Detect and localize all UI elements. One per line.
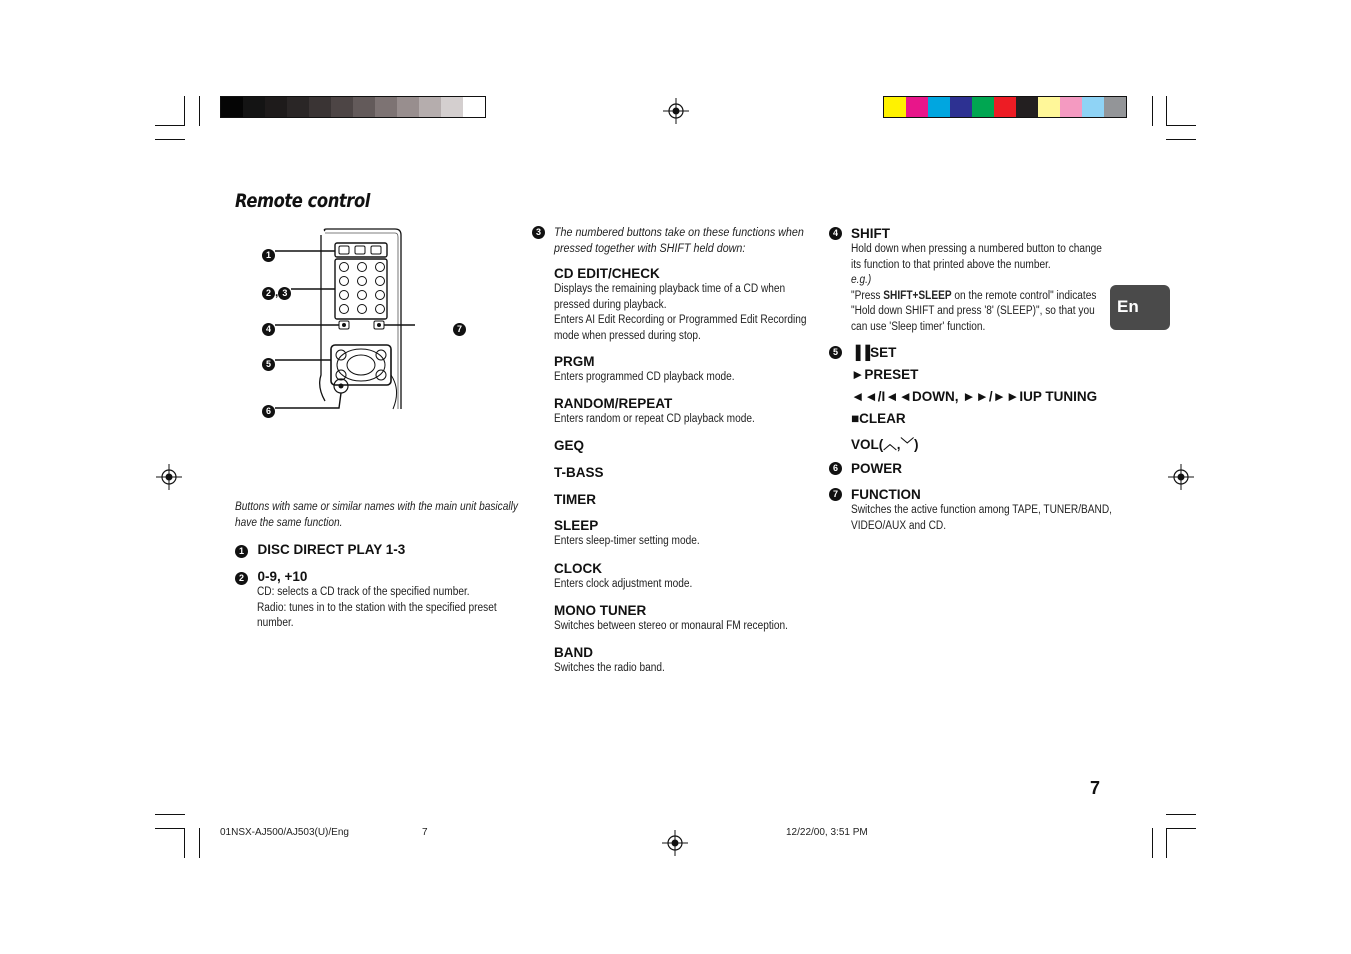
item-mono-tuner: MONO TUNER Switches between stereo or monaural FM reception.	[554, 603, 788, 632]
preset-button-label: ►PRESET	[851, 367, 919, 382]
process-color-swatch	[884, 97, 906, 117]
grayscale-swatch	[309, 97, 331, 117]
registration-mark-left	[156, 464, 182, 490]
volume-buttons-label: VOL(︿,﹀)	[851, 437, 919, 452]
grayscale-swatch	[331, 97, 353, 117]
left-column	[235, 500, 518, 531]
shift-example-line: "Press SHIFT+SLEEP on the remote control" indicates	[851, 289, 1097, 302]
set-button-label: ▐▐SET	[851, 345, 897, 360]
item-t-bass: T-BASS	[554, 465, 604, 480]
item-term: DISC DIRECT PLAY 1-3	[257, 542, 406, 557]
intro-text-line: Buttons with same or similar names with the main unit basically	[235, 501, 518, 513]
grayscale-swatch	[243, 97, 265, 117]
grayscale-swatch	[397, 97, 419, 117]
footer-page: 7	[422, 827, 428, 838]
grayscale-swatch	[265, 97, 287, 117]
callout-3: 3	[278, 287, 291, 300]
grayscale-swatch	[353, 97, 375, 117]
callout-4: 4	[262, 319, 275, 337]
item-disc-direct-play: 1 DISC DIRECT PLAY 1-3	[235, 541, 405, 559]
process-color-swatch	[1060, 97, 1082, 117]
process-color-swatch	[1038, 97, 1060, 117]
process-color-swatch	[994, 97, 1016, 117]
process-color-bar	[883, 96, 1127, 118]
footer-datetime: 12/22/00, 3:51 PM	[786, 827, 868, 838]
registration-mark-top	[663, 98, 689, 124]
item-cd-edit-check: CD EDIT/CHECK Displays the remaining playback time of a CD when pressed during playback. Enters AI Edit Recording or Programmed Edit Recording mode when pressed during stop.	[554, 266, 807, 342]
grayscale-swatch	[441, 97, 463, 117]
process-color-swatch	[972, 97, 994, 117]
tuning-buttons-label: ◄◄/I◄◄DOWN, ►►/►►IUP TUNING	[851, 389, 1098, 404]
grayscale-color-bar	[220, 96, 486, 118]
item-number-buttons: 2 0-9, +10	[235, 568, 307, 586]
item-prgm: PRGM Enters programmed CD playback mode.	[554, 354, 735, 383]
callout-2-3: 2 , 3	[262, 283, 291, 301]
item-geq: GEQ	[554, 438, 585, 453]
item-random-repeat: RANDOM/REPEAT Enters random or repeat CD playback mode.	[554, 396, 755, 425]
grayscale-swatch	[287, 97, 309, 117]
grayscale-swatch	[463, 97, 485, 117]
process-color-swatch	[1082, 97, 1104, 117]
page-number: 7	[1090, 778, 1101, 798]
item-number-buttons-desc: CD: selects a CD track of the specified number. Radio: tunes in to the station with the specified preset number.	[257, 586, 497, 629]
item-clock: CLOCK Enters clock adjustment mode.	[554, 561, 693, 590]
process-color-swatch	[1104, 97, 1126, 117]
item-sleep: SLEEP Enters sleep-timer setting mode.	[554, 518, 700, 547]
footer-file-name: 01NSX-AJ500/AJ503(U)/Eng	[220, 827, 349, 838]
callout-5: 5	[262, 354, 275, 372]
item-timer: TIMER	[554, 492, 596, 507]
language-tab: En	[1110, 285, 1170, 330]
callout-2: 2	[262, 287, 275, 300]
grayscale-swatch	[375, 97, 397, 117]
process-color-swatch	[1016, 97, 1038, 117]
item-band: BAND Switches the radio band.	[554, 645, 665, 674]
callout-6: 6	[262, 401, 275, 419]
registration-mark-right	[1168, 464, 1194, 490]
page-title: Remote control	[235, 190, 370, 212]
intro-text-line: have the same function.	[235, 516, 343, 529]
process-color-swatch	[928, 97, 950, 117]
clear-button-label: ■CLEAR	[851, 411, 906, 426]
registration-mark-bottom	[662, 830, 688, 856]
item-term: 0-9, +10	[257, 569, 308, 584]
callout-7: 7	[453, 319, 466, 337]
grayscale-swatch	[221, 97, 243, 117]
callout-1: 1	[262, 245, 275, 263]
process-color-swatch	[950, 97, 972, 117]
grayscale-swatch	[419, 97, 441, 117]
process-color-swatch	[906, 97, 928, 117]
remote-control-illustration	[255, 225, 415, 415]
